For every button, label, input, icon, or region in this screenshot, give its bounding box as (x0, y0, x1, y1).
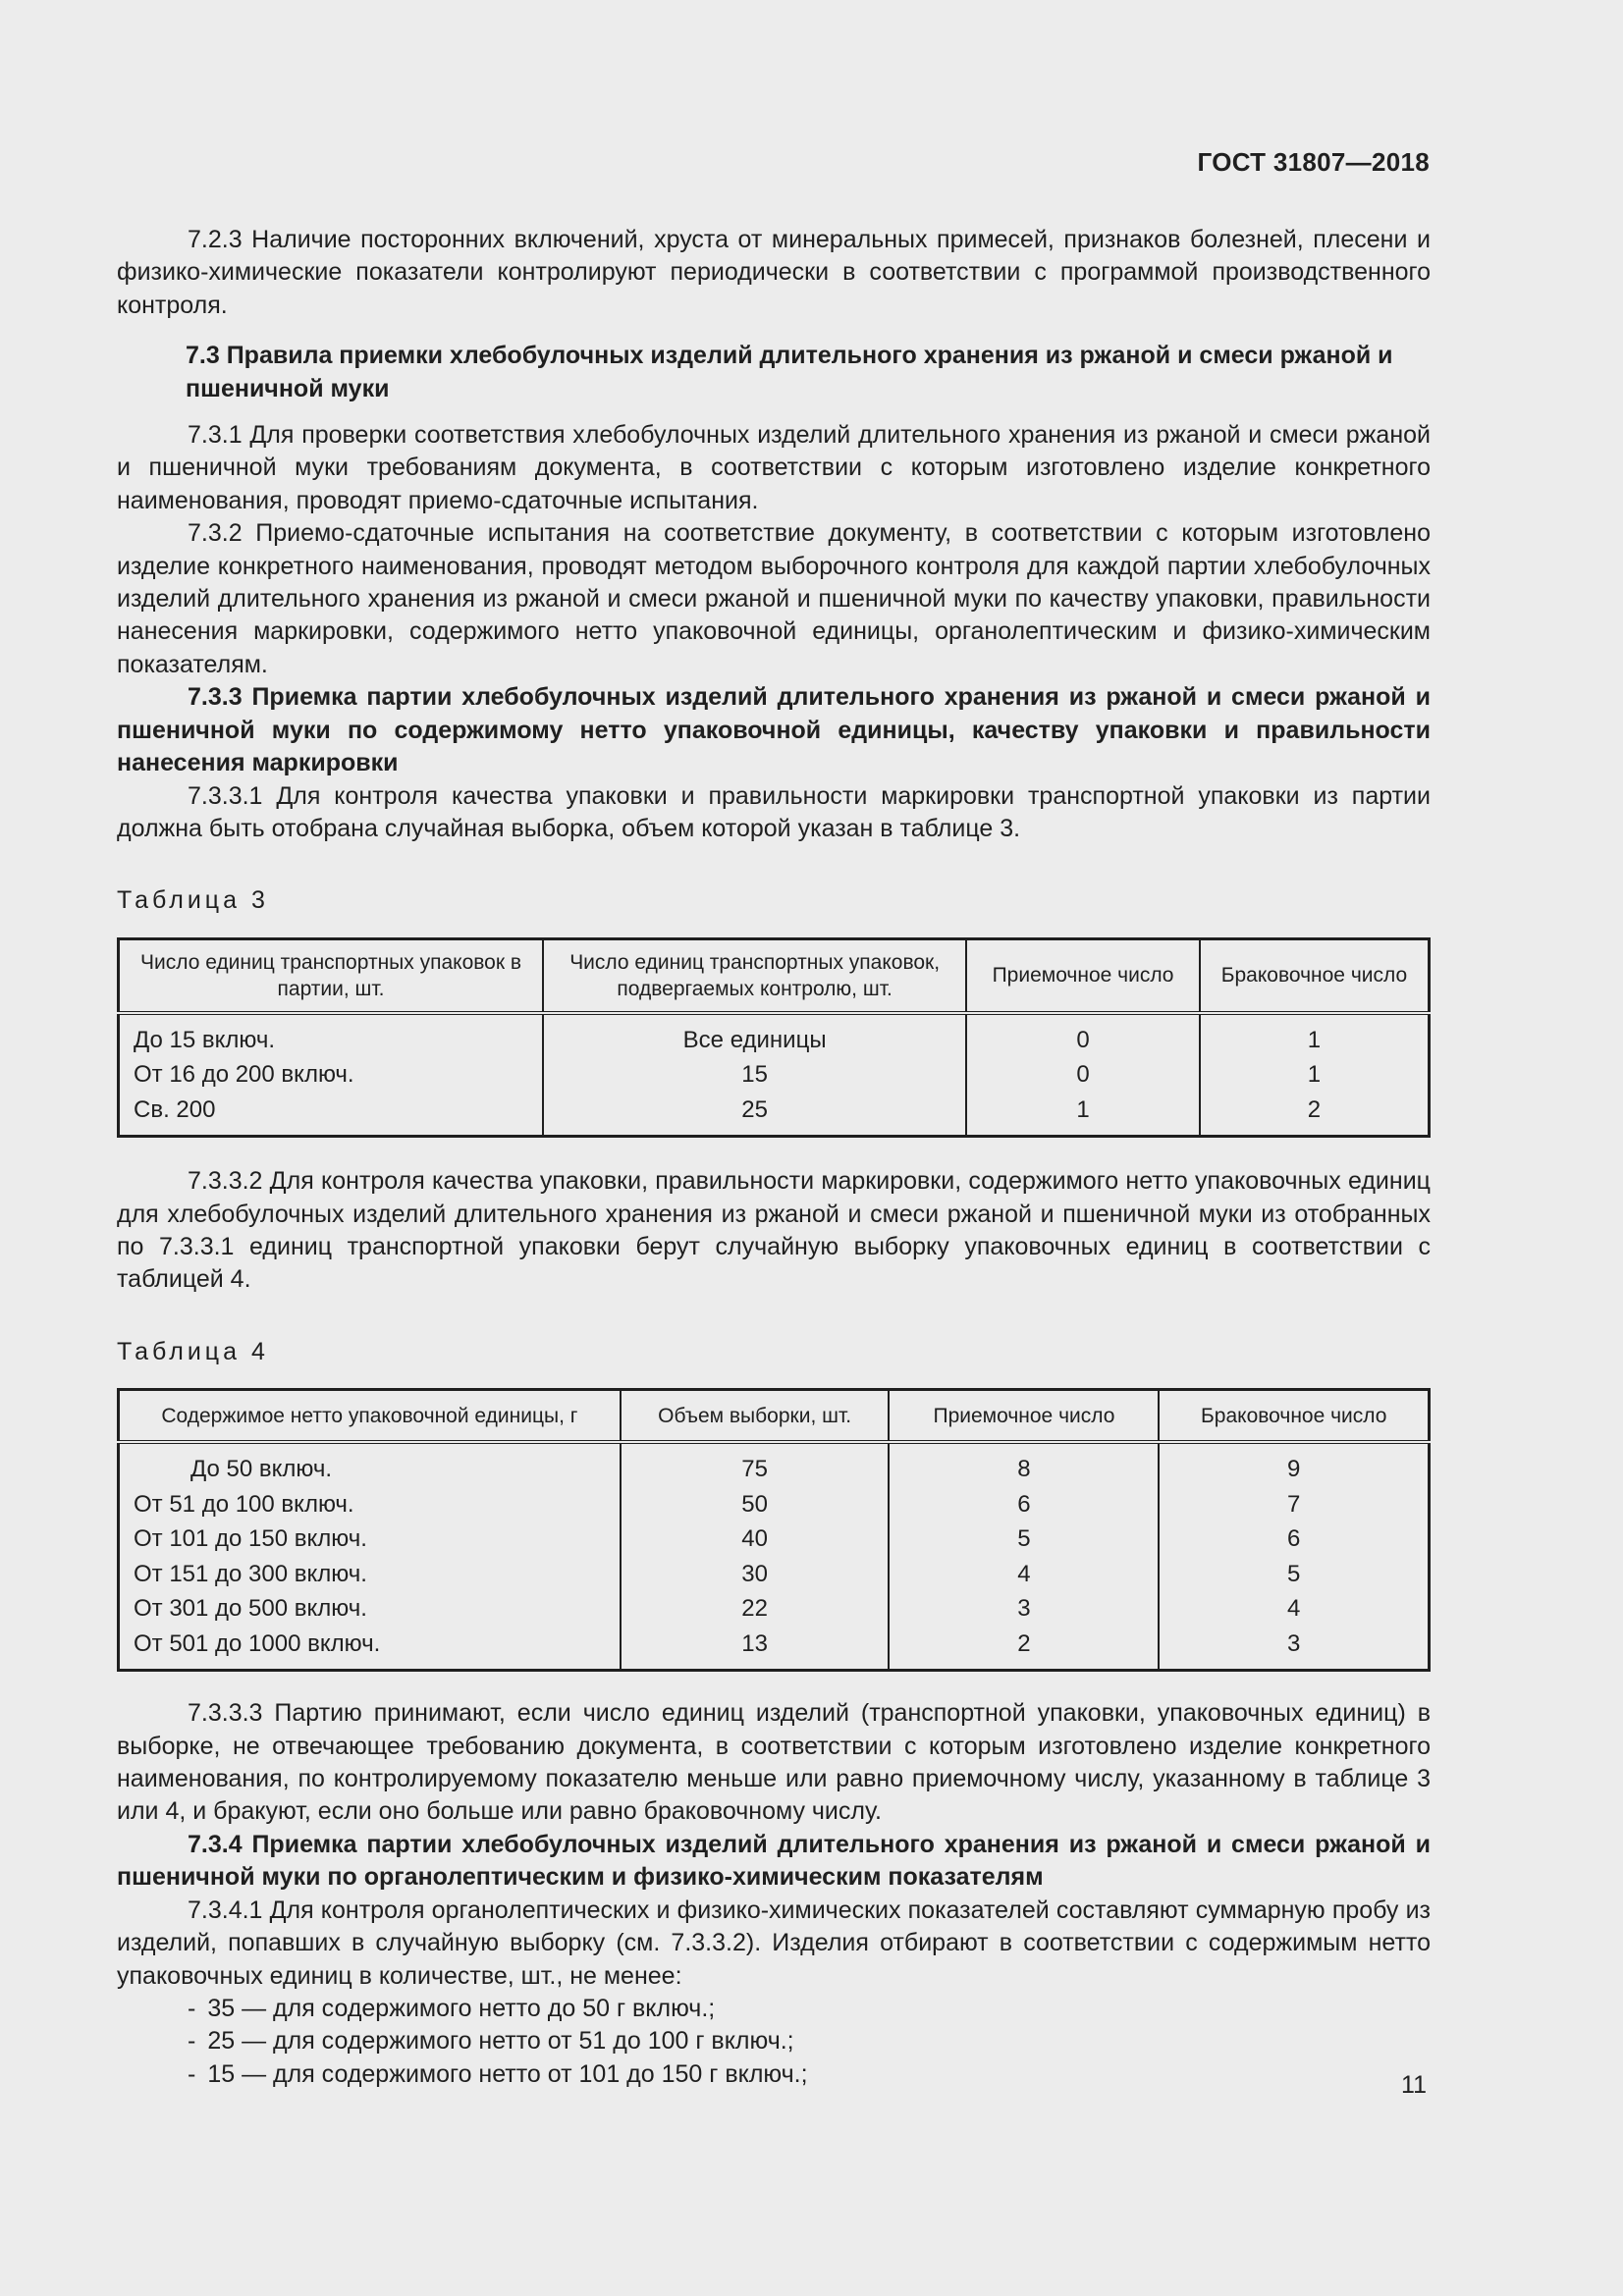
table-cell: 2 (889, 1627, 1159, 1671)
table-cell: 7 (1159, 1487, 1429, 1522)
table-cell: 1 (1200, 1057, 1430, 1093)
paragraph-7-3-4-1: 7.3.4.1 Для контроля органолептических и физико-химических показателей составляют суммарную пробу из изделий, попавших в случайную выборку (см. 7.3.3.2). Изделия отбирают в соответствии с содержимым нетто упаковочных единиц в количестве, шт., не менее: (117, 1896, 1431, 1990)
table-cell: От 151 до 300 включ. (134, 1560, 367, 1587)
table-cell: 1 (1200, 1013, 1430, 1058)
list-item: - 15 — для содержимого нетто от 101 до 150 г включ.; (188, 2058, 1431, 2091)
table-3 (117, 937, 1431, 1139)
table-cell: От 16 до 200 включ. (134, 1061, 354, 1089)
table-row (119, 1013, 1430, 1058)
table-header-cell: Объем выборки, шт. (621, 1390, 890, 1443)
table-header-cell: Число единиц транспортных упаковок в партии, шт. (119, 938, 544, 1013)
table-3-caption: Таблица 3 (117, 886, 269, 915)
table-cell: 8 (889, 1442, 1159, 1487)
list-item: - 35 — для содержимого нетто до 50 г включ.; (188, 1993, 1431, 2025)
table-cell: 3 (1159, 1627, 1429, 1671)
table-cell: Все единицы (543, 1013, 966, 1058)
table-row (119, 1057, 1430, 1093)
table-cell: 25 (543, 1093, 966, 1137)
table-header-cell: Число единиц транспортных упаковок, подвергаемых контролю, шт. (543, 938, 966, 1013)
page-content (117, 224, 1431, 2091)
paragraph-7-3-3-2: 7.3.3.2 Для контроля качества упаковки, правильности маркировки, содержимого нетто упаковочных единиц для хлебобулочных изделий длительного хранения из ржаной и смеси ржаной и пшеничной муки из отобранных по 7.3.3.1 единиц транспортной упаковки берут случайную выборку упаковочных единиц в соответствии с таблицей 4. (117, 1167, 1431, 1294)
table-cell: 0 (966, 1057, 1200, 1093)
table-cell: 4 (889, 1557, 1159, 1592)
table-cell: От 301 до 500 включ. (134, 1595, 367, 1623)
table-cell: 3 (889, 1591, 1159, 1627)
table-cell: От 51 до 100 включ. (134, 1490, 354, 1518)
section-heading-7-3-4: 7.3.4 Приемка партии хлебобулочных изделий длительного хранения из ржаной и смеси ржаной и пшеничной муки по органолептическим и физико-химическим показателям (117, 1830, 1431, 1892)
table-cell: 50 (621, 1487, 890, 1522)
table-row (119, 1487, 1430, 1522)
table-cell: От 501 до 1000 включ. (134, 1629, 381, 1657)
table-4 (117, 1388, 1431, 1672)
table-cell: 2 (1200, 1093, 1430, 1137)
table-header-cell: Браковочное число (1159, 1390, 1429, 1443)
table-cell: 22 (621, 1591, 890, 1627)
table-cell: 0 (966, 1013, 1200, 1058)
table-cell: Св. 200 (134, 1095, 216, 1123)
table-cell: 1 (966, 1093, 1200, 1137)
table-row (119, 1627, 1430, 1671)
table-row (119, 1557, 1430, 1592)
section-heading-7-3: 7.3 Правила приемки хлебобулочных изделий длительного хранения из ржаной и смеси ржаной и пшеничной муки (186, 342, 1393, 402)
page-number: 11 (1401, 2071, 1427, 2099)
table-header-row (119, 938, 1430, 1013)
table-4-caption: Таблица 4 (117, 1337, 269, 1365)
table-header-cell: Приемочное число (966, 938, 1200, 1013)
table-header-row (119, 1390, 1430, 1443)
paragraph-7-3-3-3: 7.3.3.3 Партию принимают, если число единиц изделий (транспортной упаковки, упаковочных единиц) в выборке, не отвечающее требованию документа, в соответствии с которым изготовлено изделие конкретного наименования, по контролируемому показателю меньше или равно приемочному числу, указанному в таблице 3 или 4, и бракуют, если оно больше или равно браковочному числу. (117, 1699, 1431, 1826)
table-cell: 40 (621, 1522, 890, 1557)
table-cell: 30 (621, 1557, 890, 1592)
table-row (119, 1522, 1430, 1557)
table-cell: 9 (1159, 1442, 1429, 1487)
paragraph-7-3-2: 7.3.2 Приемо-сдаточные испытания на соответствие документу, в соответствии с которым изготовлено изделие конкретного наименования, проводят методом выборочного контроля для каждой партии хлебобулочных изделий длительного хранения из ржаной и смеси ржаной и пшеничной муки по качеству упаковки, правильности нанесения маркировки, содержимого нетто упаковочной единицы, органолептическим и физико-химическим показателям. (117, 519, 1431, 678)
table-cell: 4 (1159, 1591, 1429, 1627)
table-cell: 75 (621, 1442, 890, 1487)
list-item: - 25 — для содержимого нетто от 51 до 100 г включ.; (188, 2025, 1431, 2057)
paragraph-7-3-3-1: 7.3.3.1 Для контроля качества упаковки и правильности маркировки транспортной упаковки из партии должна быть отобрана случайная выборка, объем которой указан в таблице 3. (117, 781, 1431, 842)
table-header-cell: Содержимое нетто упаковочной единицы, г (119, 1390, 621, 1443)
paragraph-7-2-3: 7.2.3 Наличие посторонних включений, хруста от минеральных примесей, признаков болезней, плесени и физико-химические показатели контролируют периодически в соответствии с программой производственного контроля. (117, 226, 1431, 319)
table-cell: 5 (1159, 1557, 1429, 1592)
table-header-cell: Приемочное число (889, 1390, 1159, 1443)
table-header-cell: Браковочное число (1200, 938, 1430, 1013)
paragraph-7-3-1: 7.3.1 Для проверки соответствия хлебобулочных изделий длительного хранения из ржаной и смеси ржаной и пшеничной муки требованиям документа, в соответствии с которым изготовлено изделие конкретного наименования, проводят приемо-сдаточные испытания. (117, 421, 1431, 514)
table-row (119, 1442, 1430, 1487)
table-cell: 6 (1159, 1522, 1429, 1557)
table-row (119, 1093, 1430, 1137)
table-cell: 6 (889, 1487, 1159, 1522)
table-cell: 13 (621, 1627, 890, 1671)
document-id: ГОСТ 31807—2018 (1197, 147, 1430, 177)
table-row (119, 1591, 1430, 1627)
table-cell: 5 (889, 1522, 1159, 1557)
sample-quantity-list (117, 1993, 1431, 2091)
section-heading-7-3-3: 7.3.3 Приемка партии хлебобулочных изделий длительного хранения из ржаной и смеси ржаной и пшеничной муки по содержимому нетто упаковочной единицы, качеству упаковки и правильности нанесения маркировки (117, 683, 1431, 777)
table-cell: До 15 включ. (134, 1026, 276, 1053)
table-cell: От 101 до 150 включ. (134, 1525, 367, 1553)
table-cell: 15 (543, 1057, 966, 1093)
table-cell: До 50 включ. (190, 1456, 333, 1483)
